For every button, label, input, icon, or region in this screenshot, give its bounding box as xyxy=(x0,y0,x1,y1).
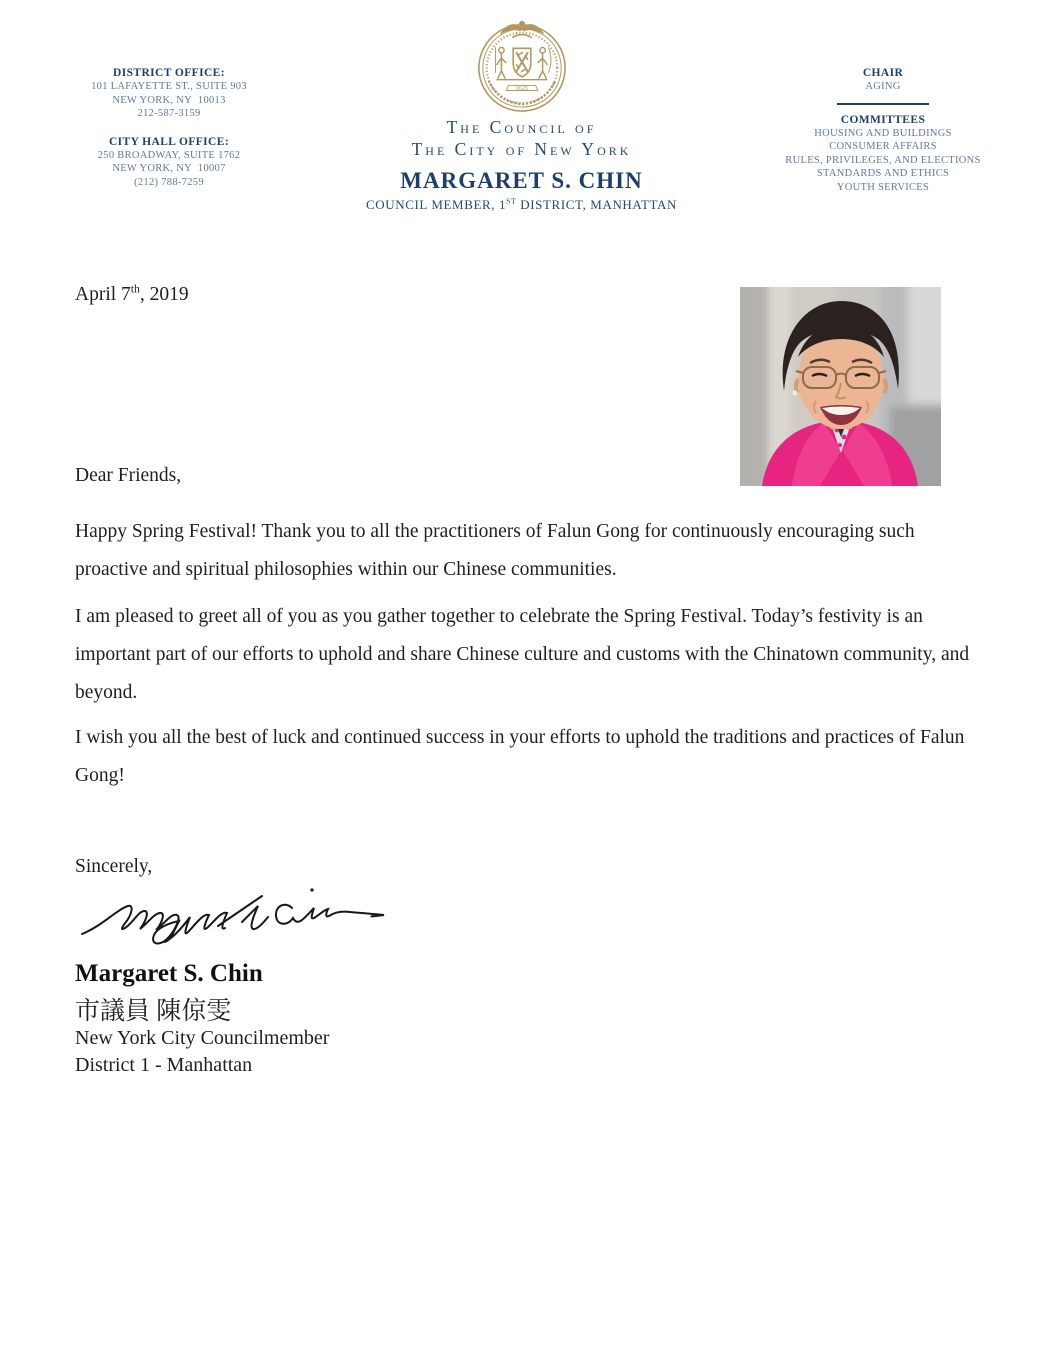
committee-item: HOUSING AND BUILDINGS xyxy=(814,127,952,139)
signer-name-chinese: 市議員 陳倞雯 xyxy=(75,998,232,1025)
district-office-line: 212-587-3159 xyxy=(137,108,201,119)
signature-handwriting xyxy=(76,882,394,950)
letterhead-center xyxy=(302,12,742,213)
paragraph: Happy Spring Festival! Thank you to all the practitioners of Falun Gong for continuously encouraging such proactive and spiritual philosophies within our Chinese communities. xyxy=(75,521,915,580)
signer-name: Margaret S. Chin xyxy=(75,960,263,987)
signer-title: New York City Councilmember xyxy=(75,1027,330,1049)
signer-district: District 1 - Manhattan xyxy=(75,1054,253,1076)
district-office-line: 101 LAFAYETTE ST., SUITE 903 xyxy=(91,81,247,92)
paragraph: I am pleased to greet all of you as you gather together to celebrate the Spring Festival. Today’s festivity is an important part of our efforts to uphold and share Chinese culture and customs with the Chinatown community, and beyond. xyxy=(75,606,970,703)
committee-item: RULES, PRIVILEGES, AND ELECTIONS xyxy=(785,154,981,166)
chair-title: CHAIR xyxy=(862,67,904,79)
city-hall-office-line: 250 BROADWAY, SUITE 1762 xyxy=(97,149,241,161)
district-office-line: NEW YORK, NY 10013 xyxy=(112,94,226,106)
city-hall-office-title: CITY HALL OFFICE: xyxy=(108,135,230,148)
district-office-title: DISTRICT OFFICE: xyxy=(113,67,225,79)
committee-item: STANDARDS AND ETHICS xyxy=(816,168,950,179)
member-name: MARGARET S. CHIN xyxy=(400,168,643,193)
seal-year: 1625 xyxy=(515,84,528,92)
org-name-line2: The City of New York xyxy=(411,139,632,159)
district-office-block xyxy=(38,66,300,189)
chair-item: AGING xyxy=(865,81,901,92)
letter-date: April 7th, 2019 xyxy=(75,282,189,305)
committees-block xyxy=(761,66,1005,194)
committees-title: COMMITTEES xyxy=(840,113,926,126)
paragraph: I wish you all the best of luck and continued success in your efforts to uphold the traditions and practices of Falun Gong! xyxy=(75,727,965,786)
city-hall-office-line: (212) 788-7259 xyxy=(134,176,204,188)
committee-item: CONSUMER AFFAIRS xyxy=(829,141,937,152)
member-title: COUNCIL MEMBER, 1ST DISTRICT, MANHATTAN xyxy=(366,196,677,212)
city-hall-office-line: NEW YORK, NY 10007 xyxy=(112,163,226,174)
salutation: Dear Friends, xyxy=(75,465,182,486)
closing: Sincerely, xyxy=(75,856,153,877)
org-name-line1: The Council of xyxy=(446,117,597,137)
committee-item: YOUTH SERVICES xyxy=(836,181,930,193)
nyc-council-seal-icon xyxy=(473,12,571,116)
divider xyxy=(837,103,929,105)
